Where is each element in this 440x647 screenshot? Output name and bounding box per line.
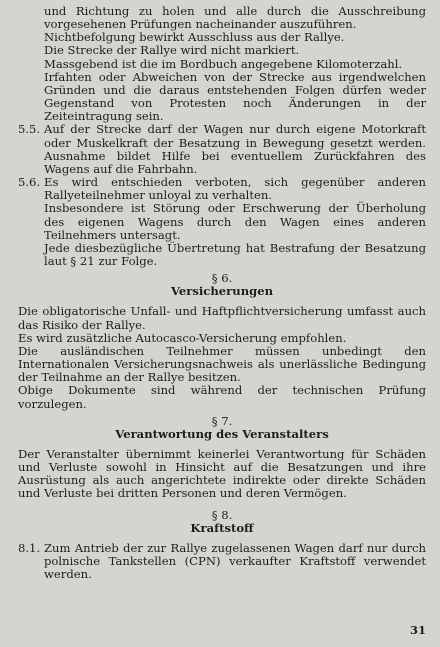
section-6-body bbox=[18, 305, 426, 410]
paragraph: Die obligatorische Unfall- und Haftpflichtversicherung umfasst auch das Risiko der Rallye. bbox=[18, 304, 426, 332]
page-number: 31 bbox=[409, 622, 426, 637]
item-text: Es wird entschieden verboten, sich gegenüber anderen Rallyeteilnehmer unloyal zu verhalten. bbox=[44, 175, 426, 203]
paragraph: Es wird zusätzliche Autocasco-Versicherung empfohlen. bbox=[18, 330, 347, 345]
continued-block bbox=[18, 5, 426, 123]
paragraph: Die Strecke der Rallye wird nicht markiert. bbox=[44, 43, 300, 58]
section-title: Kraftstoff bbox=[190, 520, 254, 535]
paragraph: Irfahten oder Abweichen von der Strecke aus irgendwelchen Gründen und die daraus entstehenden Folgen dürfen weder Gegenstand von Protesten noch Änderungen in der Zeiteintragung sein. bbox=[44, 69, 426, 124]
section-sign: § 7. bbox=[211, 413, 233, 428]
item-number: 5.6. bbox=[18, 175, 41, 190]
section-sign: § 6. bbox=[211, 271, 233, 286]
item-text: Insbesondere ist Störung oder Erschwerung der Überholung des eigenen Wagens durch den Wagen eines anderen Teilnehmers untersagt. bbox=[44, 201, 426, 242]
item-number: 5.5. bbox=[18, 122, 41, 137]
paragraph: Die ausländischen Teilnehmer müssen unbedingt den Internationalen Versicherungsnachweis als unerlässliche Bedingung der Teilnahme an der Rallye besitzen. bbox=[18, 343, 426, 385]
item-5-5 bbox=[18, 123, 426, 176]
item-text: Auf der Strecke darf der Wagen nur durch eigene Motorkraft oder Muskelkraft der Besatzung in Bewegung gesetzt werden. Ausnahme bildet Hilfe bei eventuellem Zurückfahren des Wagens auf die Fahrbahn. bbox=[44, 122, 426, 176]
item-text: Zum Antrieb der zur Rallye zugelassenen Wagen darf nur durch polnische Tankstellen (CPN) verkaufter Kraftstoff verwendet werden. bbox=[44, 540, 426, 582]
paragraph: Nichtbefolgung bewirkt Ausschluss aus der Rallye. bbox=[44, 30, 345, 45]
paragraph: und Richtung zu holen und alle durch die Ausschreibung vorgesehenen Prüfungen nacheinander auszuführen. bbox=[44, 4, 426, 32]
item-text: Jede diesbezügliche Übertretung hat Bestrafung der Besatzung laut § 21 zur Folge. bbox=[44, 240, 426, 268]
item-8-1 bbox=[18, 542, 426, 581]
paragraph: Der Veranstalter übernimmt keinerlei Verantwortung für Schäden und Verluste sowohl in Hinsicht auf die Besatzungen und ihre Ausrüstung als auch angerichtete indirekte oder direkte Schäden und Verluste bei dritten Personen und deren Vermögen. bbox=[18, 447, 426, 501]
section-title: Verantwortung des Veranstalters bbox=[115, 426, 329, 441]
section-title: Versicherungen bbox=[170, 284, 274, 299]
section-sign: § 8. bbox=[211, 507, 233, 522]
paragraph: Obige Dokumente sind während der technischen Prüfung vorzulegen. bbox=[18, 383, 426, 411]
item-number: 8.1. bbox=[18, 540, 41, 555]
item-5-6 bbox=[18, 176, 426, 268]
paragraph: Massgebend ist die im Bordbuch angegebene Kilomoterzahl. bbox=[44, 56, 403, 71]
